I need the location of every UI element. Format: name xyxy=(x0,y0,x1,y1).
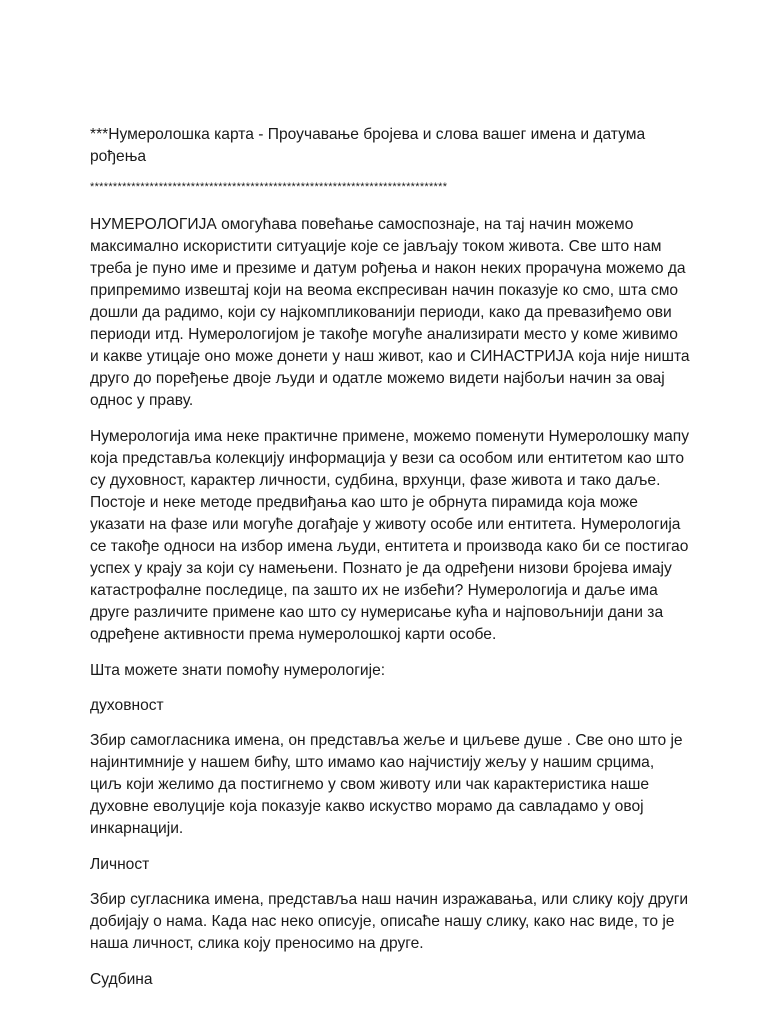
document-title: ***Нумеролошка карта - Проучавање бројева и слова вашег имена и датума рођења xyxy=(90,126,646,165)
intro-paragraph-applications: Нумерологија има неке практичне примене, можемо поменути Нумеролошку мапу која представља колекцију информација у вези са особом или ентитетом као што су духовност, карактер личности, судбина, врхунци, фазе живота и тако даље. Постоје и неке методе предвиђања као што је обрнута пирамида која може указати на фазе или могуће догађаје у животу особе или ентитета. Нумерологија се такође односи на избор имена људи, ентитета и производа како би се постигао успех у крају за који су намењени. Познато је да одређени низови бројева имају катастрофалне последице, па зашто их не избећи? Нумерологија и даље има друге различите примене као што су нумерисање кућа и најповољнији дани за одређене активности према нумеролошкој карти особе. xyxy=(90,428,690,643)
knowledge-intro: Шта можете знати помоћу нумерологије: xyxy=(90,662,386,679)
section-text-spirituality: Збир самогласника имена, он представља жеље и циљеве душе . Све оно што је најинтимније у нашем бићу, што имамо као најчистију жељу у нашим срцима, циљ који желимо да постигнемо у свом животу или чак карактеристика наше духовне еволуције која показује какво искуство морамо да савладамо у овој инкарнацији. xyxy=(90,732,683,837)
intro-paragraph-numerology: НУМЕРОЛОГИЈА омогућава повећање самоспознаје, на тај начин можемо максимално искористити ситуације које се јављају током живота. Све што нам треба је пуно име и презиме и датум рођења и након неких прорачуна можемо да припремимо извештај који на веома експресиван начин показује ко смо, шта смо дошли да радимо, који су најкомпликованији периоди, како да превазиђемо ови периоди итд. Нумерологијом је такође могуће анализирати место у коме живимо и какве утицаје оно може донети у наш живот, као и СИНАСТРИЈА која није ништа друго до поређење двоје људи и одатле можемо видети најбољи начин за овај однос у праву. xyxy=(90,216,690,409)
section-text-personality: Збир сугласника имена, представља наш начин изражавања, или слику коју други добијају о нама. Када нас неко описује, описаће нашу слику, како нас виде, то је наша личност, слика коју преносимо на друге. xyxy=(90,891,689,952)
separator-line: ****************************************************************************** xyxy=(90,181,448,193)
section-heading-spirituality: духовност xyxy=(90,697,164,714)
section-heading-destiny: Судбина xyxy=(90,971,153,988)
section-heading-personality: Личност xyxy=(90,856,150,873)
document-page xyxy=(90,124,690,1004)
